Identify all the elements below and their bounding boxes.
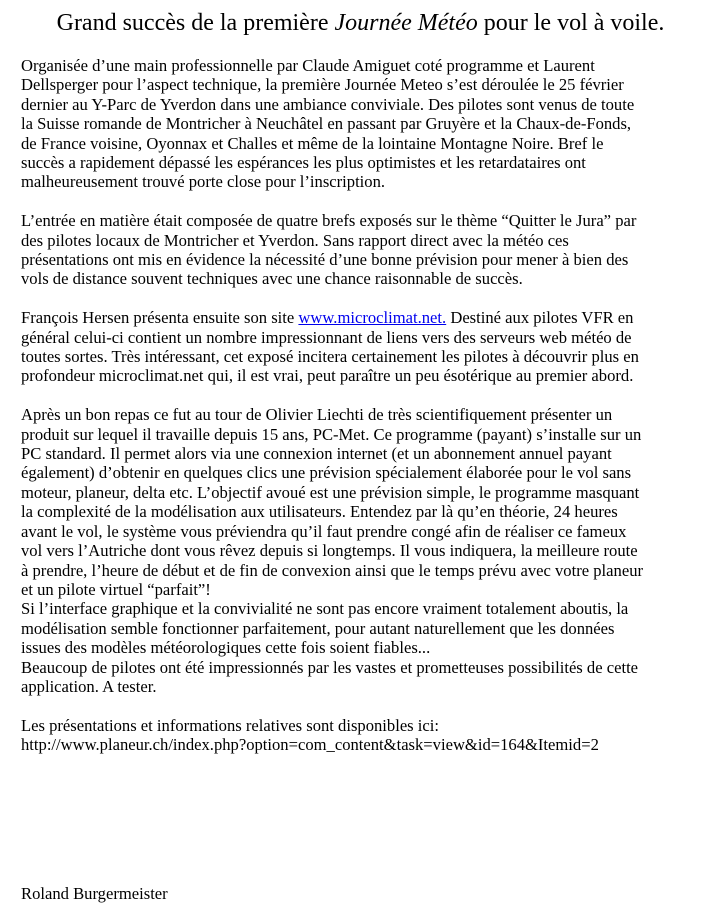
text-line: profondeur microclimat.net qui, il est vrai, peut paraître un peu ésotérique au premier abord. bbox=[21, 366, 634, 386]
paragraph-interface bbox=[21, 599, 711, 657]
text-line: général celui-ci contient un nombre impressionnant de liens vers des serveurs web météo de bbox=[21, 327, 632, 347]
text-line: vols de distance souvent techniques avec une chance raisonnable de succès. bbox=[21, 269, 523, 289]
text-line: la Suisse romande de Montricher à Neuchâtel en passant par Gruyère et la Chaux-de-Fonds, bbox=[21, 114, 632, 134]
text-line: toutes sortes. Très intéressant, cet exposé incitera certainement les pilotes à découvrir plus en bbox=[21, 347, 639, 367]
text-line: présentations ont mis en évidence la nécessité d’une bonne prévision pour mener à bien des bbox=[21, 250, 629, 270]
text-line: L’entrée en matière était composée de quatre brefs exposés sur le thème “Quitter le Jura” par bbox=[21, 211, 637, 231]
paragraph-quitter-le-jura bbox=[21, 211, 711, 289]
text-line: modélisation semble fonctionner parfaitement, pour autant naturellement que les données bbox=[21, 618, 615, 638]
text-line: des pilotes locaux de Montricher et Yverdon. Sans rapport direct avec la météo ces bbox=[21, 230, 569, 250]
text-line: malheureusement trouvé porte close pour l’inscription. bbox=[21, 172, 386, 192]
text-segment: Destiné aux pilotes VFR en bbox=[446, 308, 634, 328]
text-line: issues des modèles météorologiques cette fois soient fiables... bbox=[21, 638, 431, 658]
paragraph-conclusion bbox=[21, 658, 711, 697]
text-line: succès a rapidement dépassé les espérances les plus optimistes et les retardataires ont bbox=[21, 153, 586, 173]
title-text-after: pour le vol à voile. bbox=[477, 10, 665, 36]
text-line: Les présentations et informations relatives sont disponibles ici: bbox=[21, 715, 439, 735]
text-line: Organisée d’une main professionnelle par Claude Amiguet coté programme et Laurent bbox=[21, 56, 595, 75]
text-line: application. A tester. bbox=[21, 676, 157, 696]
text-line: produit sur lequel il travaille depuis 15 ans, PC-Met. Ce programme (payant) s’installe sur un bbox=[21, 424, 642, 444]
author-signature: Roland Burgermeister bbox=[21, 884, 168, 903]
title-italic-event: Journée Météo bbox=[334, 10, 478, 36]
paragraph-intro bbox=[21, 56, 711, 192]
title-text-before: Grand succès de la première bbox=[56, 10, 335, 36]
text-line: à prendre, l’heure de début et de fin de convexion ainsi que le temps prévu avec votre planeur bbox=[21, 560, 644, 580]
text-line: vol vers l’Autriche dont vous rêvez depuis si longtemps. Il vous indiquera, la meilleure route bbox=[21, 541, 638, 561]
text-line: et un pilote virtuel “parfait”! bbox=[21, 579, 211, 599]
paragraph-microclimat bbox=[21, 308, 711, 386]
text-line bbox=[21, 308, 711, 327]
resources-url: http://www.planeur.ch/index.php?option=com_content&task=view&id=164&Itemid=2 bbox=[21, 735, 599, 755]
text-line: Si l’interface graphique et la convivialité ne sont pas encore vraiment totalement aboutis, la bbox=[21, 599, 629, 619]
paragraph-pc-met bbox=[21, 405, 711, 599]
page-title bbox=[0, 8, 721, 38]
text-line: Dellsperger pour l’aspect technique, la première Journée Meteo s’est déroulée le 25 février bbox=[21, 75, 624, 95]
text-line: Après un bon repas ce fut au tour de Olivier Liechti de très scientifiquement présenter un bbox=[21, 405, 613, 425]
article-body bbox=[21, 56, 711, 774]
text-line: moteur, planeur, delta etc. L’objectif avoué est une prévision simple, le programme masquant bbox=[21, 482, 640, 502]
text-line: avant le vol, le système vous préviendra qu’il faut prendre congé afin de réaliser ce fameux bbox=[21, 521, 627, 541]
text-line: la complexité de la modélisation aux utilisateurs. Entendez par là qu’en théorie, 24 heures bbox=[21, 502, 618, 522]
microclimat-link[interactable]: www.microclimat.net. bbox=[298, 308, 447, 328]
text-line: PC standard. Il permet alors via une connexion internet (et un abonnement annuel payant bbox=[21, 444, 612, 464]
text-line: également) d’obtenir en quelques clics une prévision spécialement élaborée pour le vol sans bbox=[21, 463, 632, 483]
text-line: dernier au Y-Parc de Yverdon dans une ambiance conviviale. Des pilotes sont venus de toute bbox=[21, 94, 635, 114]
paragraph-resources bbox=[21, 716, 711, 755]
text-line: Beaucoup de pilotes ont été impressionnés par les vastes et prometteuses possibilités de cette bbox=[21, 657, 639, 677]
text-segment: François Hersen présenta ensuite son site bbox=[21, 308, 299, 328]
text-line: de France voisine, Oyonnax et Challes et même de la lointaine Montagne Noire. Bref le bbox=[21, 133, 604, 153]
